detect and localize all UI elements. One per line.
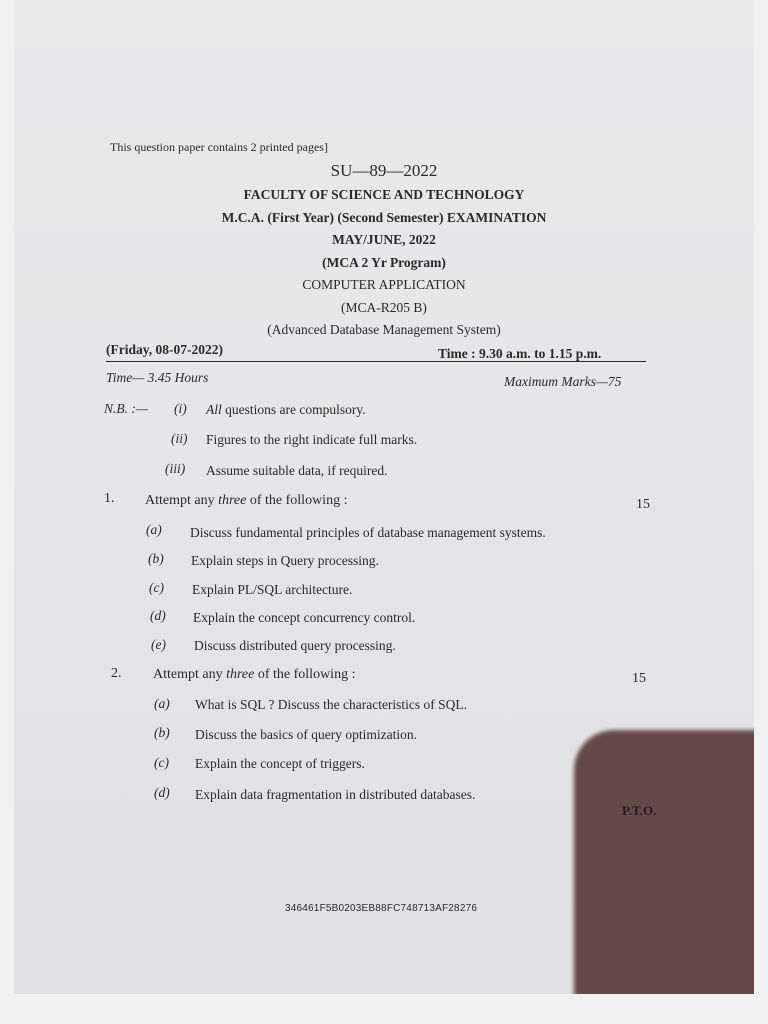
note-text <box>206 402 366 418</box>
part-text: Discuss fundamental principles of database management systems. <box>190 525 546 540</box>
exam-heading: M.C.A. (First Year) (Second Semester) EXAMINATION <box>221 210 547 225</box>
instr-c: of the following : <box>254 667 356 682</box>
note-num: (ii) <box>171 431 188 446</box>
part-text: Explain data fragmentation in distributed databases. <box>195 787 476 802</box>
question-number: 1. <box>104 491 115 506</box>
instr-a: Attempt any <box>145 493 219 508</box>
paper-code-title: SU—89—2022 <box>330 161 438 180</box>
instr-b: three <box>226 667 255 682</box>
note-text-rest: questions are compulsory. <box>221 402 366 417</box>
instr-a: Attempt any <box>153 667 227 682</box>
part-num: (e) <box>151 637 166 652</box>
program-heading: (MCA 2 Yr Program) <box>322 255 446 270</box>
exam-time-slot: Time : 9.30 a.m. to 1.15 p.m. <box>438 346 602 361</box>
session-heading: MAY/JUNE, 2022 <box>332 232 436 247</box>
note-num: (i) <box>174 401 187 416</box>
note-text: Figures to the right indicate full marks. <box>206 432 418 447</box>
faculty-heading: FACULTY OF SCIENCE AND TECHNOLOGY <box>243 187 525 202</box>
part-text: Explain the concept of triggers. <box>195 756 365 771</box>
part-num: (a) <box>146 522 162 537</box>
paper-hash-code: 346461F5B0203EB88FC748713AF28276 <box>285 903 478 914</box>
part-num: (b) <box>148 551 164 566</box>
header-divider <box>106 361 646 362</box>
max-marks: Maximum Marks—75 <box>504 374 622 389</box>
note-text-all: All <box>206 402 222 417</box>
pages-note: This question paper contains 2 printed pages] <box>110 140 328 154</box>
instr-c: of the following : <box>246 493 348 508</box>
question-instruction <box>145 493 347 509</box>
part-text: Explain PL/SQL architecture. <box>192 582 353 597</box>
note-text: Assume suitable data, if required. <box>206 463 388 478</box>
part-text: Explain steps in Query processing. <box>191 553 379 568</box>
pto-label: P.T.O. <box>622 803 657 818</box>
part-text: Discuss the basics of query optimization. <box>195 727 417 742</box>
part-text: What is SQL ? Discuss the characteristics of SQL. <box>195 697 468 712</box>
question-paper-page <box>14 0 754 994</box>
part-num: (a) <box>154 696 170 711</box>
part-num: (b) <box>154 725 170 740</box>
question-marks: 15 <box>636 497 650 512</box>
part-num: (c) <box>149 580 164 595</box>
paper-name-heading: (Advanced Database Management System) <box>267 322 501 337</box>
photo-shadow <box>574 730 754 994</box>
part-num: (d) <box>154 785 170 800</box>
part-num: (d) <box>150 608 166 623</box>
part-text: Explain the concept concurrency control. <box>193 610 416 625</box>
question-marks: 15 <box>632 671 646 686</box>
paper-code-heading: (MCA-R205 B) <box>341 300 427 315</box>
nb-prefix: N.B. :— <box>104 401 148 416</box>
note-num: (iii) <box>165 461 186 476</box>
question-instruction <box>153 667 355 683</box>
duration: Time— 3.45 Hours <box>106 370 209 385</box>
part-num: (c) <box>154 755 169 770</box>
part-text: Discuss distributed query processing. <box>194 638 396 653</box>
question-number: 2. <box>111 666 122 681</box>
subject-heading: COMPUTER APPLICATION <box>302 277 466 292</box>
exam-date: (Friday, 08-07-2022) <box>106 342 223 357</box>
instr-b: three <box>218 493 247 508</box>
